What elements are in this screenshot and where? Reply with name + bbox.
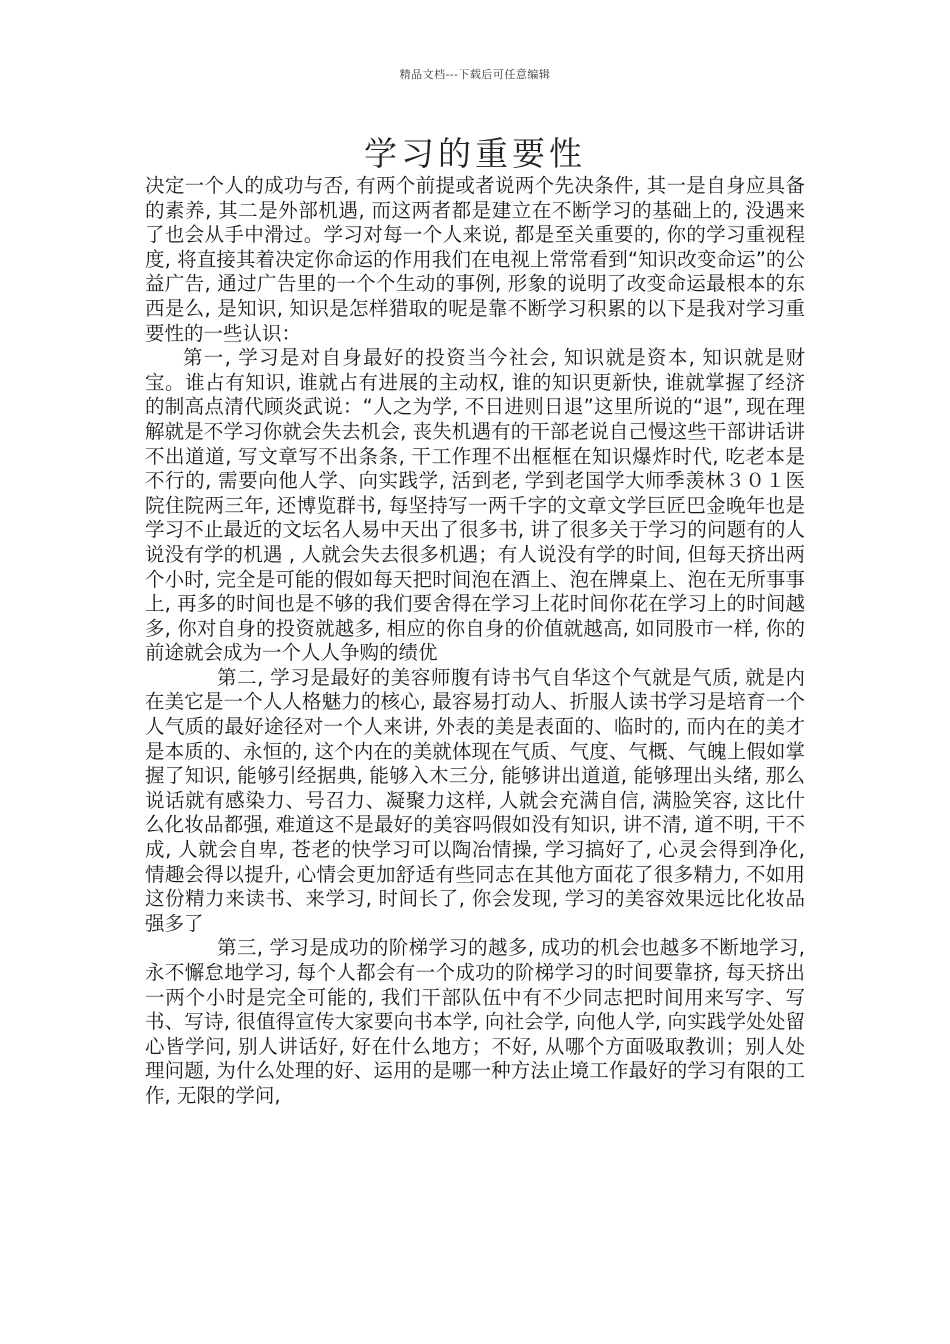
paragraph-intro: 决定一个人的成功与否, 有两个前提或者说两个先决条件, 其一是自身应具备的素养, 其二是外部机遇, 而这两者都是建立在不断学习的基础上的, 没遇来了也会从手中滑过。学习对每一个人来说, 都是至关重要的, 你的学习重视程度, 将直接其着决定你命运的作用我们在电视上常常看到“知识改变命运”的公益广告, 通过广告里的一个个生动的事例, 形象的说明了改变命运最根本的东西是么, 是知识, 知识是怎样猎取的呢是靠不断学习积累的以下是我对学习重要性的一些认识：	[145, 174, 805, 345]
paragraph-second: 第二, 学习是最好的美容师腹有诗书气自华这个气就是气质, 就是内在美它是一个人人格魅力的核心, 最容易打动人、折服人读书学习是培育一个人气质的最好途径对一个人来讲, 外表的美是表面的、临时的, 而内在的美才是本质的、永恒的, 这个内在的美就体现在气质、气度、气概、气魄上假如掌握了知识, 能够引经据典, 能够入木三分, 能够讲出道道, 能够理出头绪, 那么说话就有感染力、号召力、凝聚力这样, 人就会充满自信, 满脸笑容, 这比什么化妆品都强, 难道这不是最好的美容吗假如没有知识, 讲不清, 道不明, 干不成, 人就会自卑, 苍老的快学习可以陶冶情操, 学习搞好了, 心灵会得到净化, 情趣会得以提升, 心情会更加舒适有些同志在其他方面花了很多精力, 不如用这份精力来读书、来学习, 时间长了, 你会发现, 学习的美容效果远比化妆品强多了	[145, 665, 805, 935]
page-title: 学习的重要性	[364, 134, 586, 173]
header-note: 精品文档---下载后可任意编辑	[399, 68, 551, 81]
document-body	[145, 174, 805, 1109]
paragraph-first: 第一, 学习是对自身最好的投资当今社会, 知识就是资本, 知识就是财宝。谁占有知识, 谁就占有进展的主动权, 谁的知识更新快, 谁就掌握了经济的制高点清代顾炎武说：“人之为学, 不日进则日退”这里所说的“退”, 现在理解就是不学习你就会失去机会, 丧失机遇有的干部老说自己慢这些干部讲话讲不出道道, 写文章写不出条条, 干工作理不出框框在知识爆炸时代, 吃老本是不行的, 需要向他人学、向实践学, 活到老, 学到老国学大师季羡林３０１医院住院两三年, 还博览群书, 每坚持写一两千字的文章文学巨匠巴金晚年也是学习不止最近的文坛名人易中天出了很多书, 讲了很多关于学习的问题有的人说没有学的机遇 , 人就会失去很多机遇；有人说没有学的时间, 但每天挤出两个小时, 完全是可能的假如每天把时间泡在酒上、泡在牌桌上、泡在无所事事上, 再多的时间也是不够的我们要舍得在学习上花时间你花在学习上的时间越多, 你对自身的投资就越多, 相应的你自身的价值就越高, 如同股市一样, 你的前途就会成为一个人人争购的绩优	[145, 346, 805, 665]
paragraph-third: 第三, 学习是成功的阶梯学习的越多, 成功的机会也越多不断地学习, 永不懈怠地学习, 每个人都会有一个成功的阶梯学习的时间要靠挤, 每天挤出一两个小时是完全可能的, 我们干部队伍中有不少同志把时间用来写字、写书、写诗, 很值得宣传大家要向书本学, 向社会学, 向他人学, 向实践学处处留心皆学问, 别人讲话好, 好在什么地方；不好, 从哪个方面吸取教训；别人处理问题, 为什么处理的好、运用的是哪一种方法止境工作最好的学习有限的工作, 无限的学问,	[145, 936, 805, 1107]
